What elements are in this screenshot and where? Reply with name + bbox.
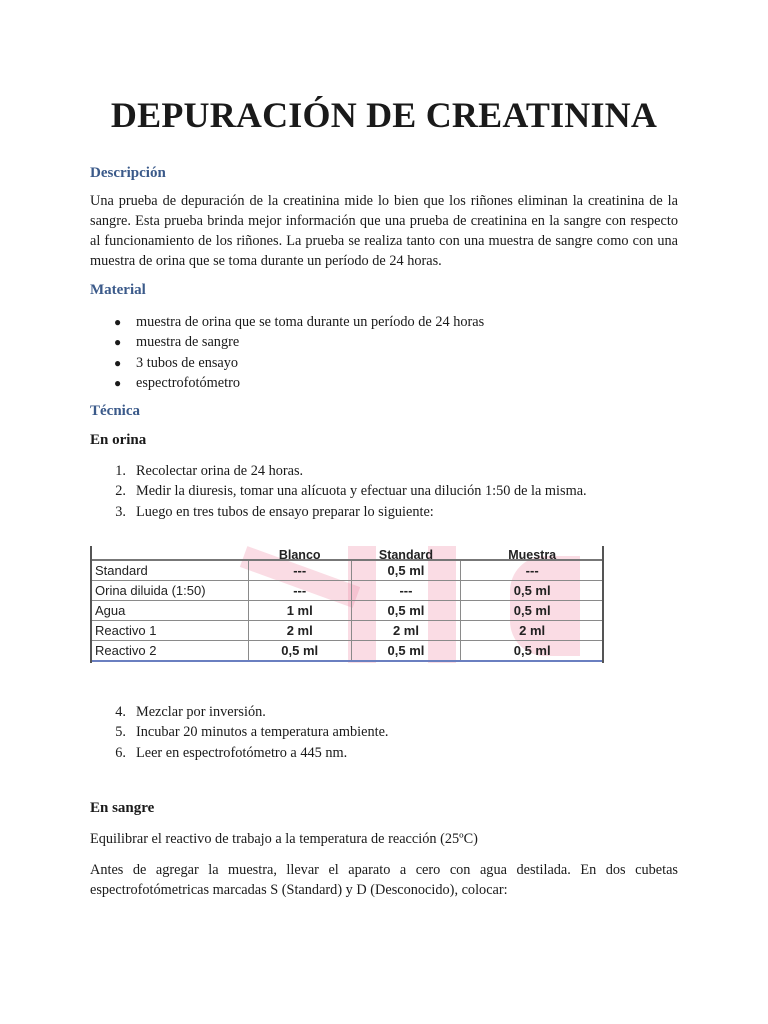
table-row — [91, 581, 604, 601]
table-row — [91, 641, 604, 662]
descripcion-heading: Descripción — [90, 165, 166, 181]
table-cell: 2 ml — [351, 621, 461, 641]
list-item: 4. Mezclar por inversión. — [115, 704, 266, 720]
bullet-icon: ● — [114, 335, 122, 350]
table-cell: 0,5 ml — [461, 581, 604, 601]
orina-steps-list — [90, 461, 587, 522]
table-cell: Reactivo 2 — [91, 641, 249, 662]
table-cell: 1 ml — [248, 601, 351, 621]
bullet-icon: ● — [114, 315, 122, 329]
table-header: Standard — [351, 546, 461, 560]
table-cell: 2 ml — [248, 621, 351, 641]
table-header — [91, 546, 249, 560]
table-cell: Reactivo 1 — [91, 621, 249, 641]
orina-subheading: En orina — [90, 432, 147, 448]
table-row — [91, 601, 604, 621]
table-header: Blanco — [248, 546, 351, 560]
table-cell: Agua — [91, 601, 249, 621]
table-cell: --- — [461, 560, 604, 581]
list-item: 2. Medir la diuresis, tomar una alícuota y efectuar una dilución 1:50 de la misma. — [115, 483, 587, 500]
sangre-paragraph-1: Equilibrar el reactivo de trabajo a la temperatura de reacción (25ºC) — [90, 831, 478, 847]
list-item: 6. Leer en espectrofotómetro a 445 nm. — [115, 744, 348, 761]
table-cell: Orina diluida (1:50) — [91, 581, 249, 601]
table-cell: --- — [248, 560, 351, 581]
table-cell: 0,5 ml — [351, 560, 461, 581]
list-item: ● 3 tubos de ensayo — [90, 353, 484, 373]
reagent-table — [90, 546, 604, 662]
list-item: 3. Luego en tres tubos de ensayo preparar lo siguiente: — [115, 503, 434, 520]
table-border — [90, 546, 92, 663]
list-item: ● muestra de sangre — [90, 332, 484, 352]
material-list — [90, 312, 484, 393]
table-border — [602, 546, 604, 663]
orina-steps-list-continued — [90, 702, 389, 763]
table-cell: --- — [248, 581, 351, 601]
page-title: DEPURACIÓN DE CREATININA — [110, 95, 658, 135]
table-cell: 2 ml — [461, 621, 604, 641]
list-item: ● muestra de orina que se toma durante un período de 24 horas — [90, 312, 484, 332]
descripcion-text: Una prueba de depuración de la creatinina mide lo bien que los riñones eliminan la creatinina de la sangre. Esta prueba brinda mejor información que una prueba de creatinina en la sangre con respecto al funcionamiento de los riñones. La prueba se realiza tanto con una muestra de sangre como con una muestra de orina que se toma durante un período de 24 horas. — [90, 193, 678, 269]
bullet-icon: ● — [114, 355, 122, 370]
table-cell: 0,5 ml — [248, 641, 351, 662]
bullet-icon: ● — [114, 375, 122, 390]
list-item: ● espectrofotómetro — [90, 373, 484, 393]
list-item: 5. Incubar 20 minutos a temperatura ambiente. — [115, 724, 389, 741]
table-cell: --- — [351, 581, 461, 601]
table-header: Muestra — [461, 546, 604, 560]
list-item: 1. Recolectar orina de 24 horas. — [115, 463, 304, 479]
table-cell: 0,5 ml — [351, 641, 461, 662]
table-cell: 0,5 ml — [461, 641, 604, 662]
table-row — [91, 621, 604, 641]
table-cell: 0,5 ml — [351, 601, 461, 621]
table-header-row — [91, 546, 604, 560]
sangre-subheading: En sangre — [90, 800, 155, 816]
material-heading: Material — [90, 282, 146, 298]
table-row — [91, 560, 604, 581]
tecnica-heading: Técnica — [90, 403, 140, 419]
reagent-table-image — [90, 546, 604, 663]
sangre-paragraph-2: Antes de agregar la muestra, llevar el aparato a cero con agua destilada. En dos cubetas espectrofotómetricas marcadas S (Standard) y D (Desconocido), colocar: — [90, 862, 678, 898]
table-cell: 0,5 ml — [461, 601, 604, 621]
table-cell: Standard — [91, 560, 249, 581]
